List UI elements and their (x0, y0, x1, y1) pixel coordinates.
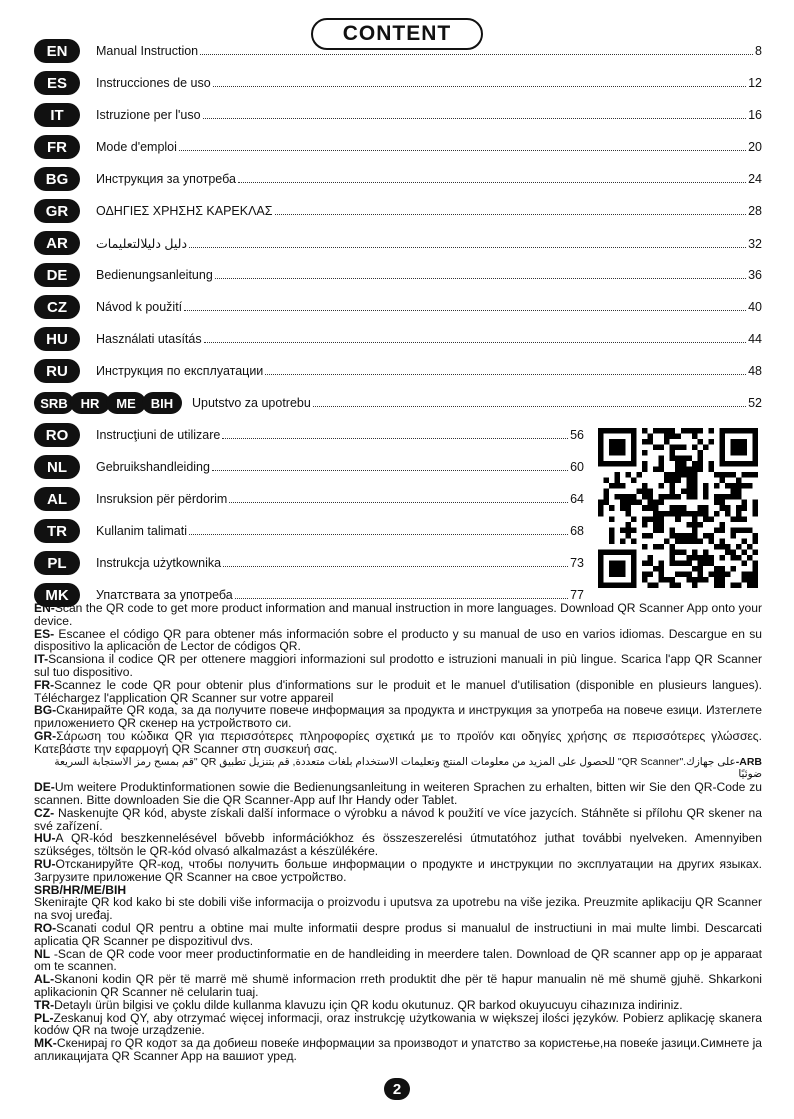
language-badge: RO (34, 423, 80, 447)
toc-page-number: 68 (570, 524, 584, 538)
instruction-text: Σάρωση του κώδικα QR για περισσότερες πληροφορίες σχετικά με το προϊόν και οδηγίες χρήσης σε περισσότερες γλώσσες. Κατεβάστε την εφαρμογή QR Scanner στη συσκευή σας. (34, 728, 762, 756)
dot-leader (275, 214, 747, 215)
language-code: FR- (34, 677, 55, 692)
toc-page-number: 44 (748, 332, 762, 346)
language-badges (34, 295, 76, 319)
language-badge: HU (34, 327, 80, 351)
toc-label: Istruzione per l'uso (96, 108, 201, 122)
dot-leader (179, 150, 746, 151)
language-badges (34, 135, 76, 159)
toc-page-number: 36 (748, 268, 762, 282)
toc-row[interactable] (34, 518, 584, 544)
toc-entry (96, 268, 762, 282)
toc-row[interactable] (34, 70, 762, 96)
language-code: RO- (34, 920, 57, 935)
qr-instructions (34, 602, 762, 1063)
language-badge: HR (70, 392, 110, 414)
toc-page-number: 28 (748, 204, 762, 218)
toc-entry (96, 428, 584, 442)
toc-label: Instrucciones de uso (96, 76, 211, 90)
instruction-text: Scanati codul QR pentru a obtine mai multe informatii despre produs si manualul de instructiuni in mai multe limbi. Descarcati aplicatia QR Scanner pe dispozitivul dvs. (34, 920, 762, 948)
instruction-paragraph (34, 922, 762, 948)
toc-entry (96, 204, 762, 218)
toc-entry (96, 332, 762, 346)
instruction-paragraph (34, 858, 762, 884)
toc-label: Gebruikshandleiding (96, 460, 210, 474)
toc-page-number: 77 (570, 588, 584, 602)
instruction-text: Сканирайте QR кода, за да получите повече информация за продукта и инструкция за употреба на повече езици. Изтеглете приложението QR скенер на устройството си. (34, 703, 762, 731)
dot-leader (203, 118, 747, 119)
toc-page-number: 8 (755, 44, 762, 58)
language-badges (34, 103, 76, 127)
toc-entry (96, 556, 584, 570)
page-number: 2 (384, 1078, 410, 1100)
language-badges (34, 487, 76, 511)
toc-page-number: 52 (748, 396, 762, 410)
instruction-text: Скенирај го QR кодот за да добиеш повеќе информации за производот и упатство за користење,на повеќе јазици.Симнете ја апликацијата QR Scanner App на вашиот уред. (34, 1036, 762, 1063)
instruction-text: Um weitere Produktinformationen sowie die Bedienungsanleitung in weiteren Sprachen zu erhalten, bitten wir Sie den QR-Code zu scannen. Bitte downloaden Sie die QR Scanner-App auf Ihr Handy oder Tablet. (34, 780, 762, 807)
toc-entry (96, 108, 762, 122)
toc-label: Használati utasítás (96, 332, 202, 346)
instruction-paragraph (34, 781, 762, 807)
toc-page-number: 56 (570, 428, 584, 442)
dot-leader (213, 86, 746, 87)
toc-row[interactable] (34, 326, 762, 352)
toc-entry (96, 364, 762, 378)
language-code: ARB- (735, 755, 762, 768)
toc-label: Упатствата за употреба (96, 588, 233, 602)
toc-page-number: 73 (570, 556, 584, 570)
toc-entry (96, 76, 762, 90)
language-code: EN- (34, 601, 55, 615)
instruction-text: Escanee el código QR para obtener más información sobre el producto y su manual de uso en varios idiomas. Descargue en su dispositivo la aplicación de Lector de códigos QR. (34, 626, 762, 654)
language-badge: ES (34, 71, 80, 95)
instruction-text: -Scan de QR code voor meer productinformatie en de handleiding in meerdere talen. Download de QR scanner app op je apparaat om te scannen. (34, 946, 762, 974)
instruction-paragraph (34, 756, 762, 782)
instruction-text: A QR-kód beszkennelésével bővebb információkhoz és összeszerelési útmutatóhoz juthat további nyelveken. Amennyiben szükséges, töltsön le QR-kód olvasó alkalmazást a készülékére. (34, 831, 762, 859)
toc-label: ΟΔΗΓΙΕΣ ΧΡΗΣΗΣ ΚΑΡΕΚΛΑΣ (96, 204, 273, 218)
language-badges (34, 39, 76, 63)
language-code: HU- (34, 831, 56, 846)
toc-page-number: 64 (570, 492, 584, 506)
instruction-text: Zeskanuj kod QY, aby otrzymać więcej informacji, oraz instrukcję użytkowania w większej ilości języków. Pobierz aplikację skanera kodów QR na twoje urządzenie. (34, 1010, 762, 1038)
toc-entry (96, 140, 762, 154)
toc-entry (96, 588, 584, 602)
toc-row[interactable] (34, 102, 762, 128)
instruction-paragraph (34, 628, 762, 654)
instruction-paragraph (34, 602, 762, 628)
dot-leader (229, 502, 568, 503)
language-badge: CZ (34, 295, 80, 319)
language-badges (34, 199, 76, 223)
toc-entry (96, 44, 762, 58)
toc-page-number: 40 (748, 300, 762, 314)
dot-leader (212, 470, 568, 471)
language-code: IT- (34, 652, 49, 667)
qr-code-icon (598, 428, 758, 588)
toc-entry (96, 524, 584, 538)
dot-leader (215, 278, 746, 279)
toc-label: Инструкция по експлуатации (96, 364, 264, 378)
language-badges (34, 327, 76, 351)
instruction-paragraph (34, 973, 762, 999)
dot-leader (313, 406, 746, 407)
language-badge: AL (34, 487, 80, 511)
instruction-text: Отсканируйте QR-код, чтобы получить больше информации о продукте и инструкции по эксплуатации на других языках. Загрузите приложение QR Scanner на свое устройство. (34, 856, 762, 884)
language-badge: FR (34, 135, 80, 159)
language-code: SRB/HR/ME/BIH (34, 882, 127, 897)
language-code: RU- (34, 856, 56, 871)
toc-page-number: 24 (748, 172, 762, 186)
toc-label: Insruksion për përdorim (96, 492, 228, 506)
toc-entry (96, 300, 762, 314)
instruction-paragraph (34, 948, 762, 974)
language-badge: BG (34, 167, 80, 191)
language-code: GR- (34, 728, 57, 743)
toc-page-number: 12 (748, 76, 762, 90)
language-badge: ME (106, 392, 146, 414)
instruction-paragraph (34, 807, 762, 833)
language-badge: BIH (142, 392, 182, 414)
toc-label: دليل دليلالتعليمات (96, 236, 188, 251)
toc-label: Uputstvo za upotrebu (192, 396, 311, 410)
instruction-paragraph (34, 704, 762, 730)
qr-finder-pattern (719, 428, 758, 467)
language-code: AL- (34, 972, 55, 987)
language-badge: EN (34, 39, 80, 63)
toc-row[interactable] (34, 294, 762, 320)
toc-label: Bedienungsanleitung (96, 268, 213, 282)
toc-entry (96, 236, 762, 251)
dot-leader (223, 566, 568, 567)
instruction-paragraph (34, 653, 762, 679)
language-code: MK- (34, 1036, 57, 1051)
language-badge: IT (34, 103, 80, 127)
dot-leader (200, 54, 753, 55)
instruction-text: Detaylı ürün bilgisi ve çoklu dilde kullanma klavuzu için QR kodu okutunuz. QR barkod okuyucuyu cihazınıza indiriniz. (54, 997, 683, 1012)
instruction-paragraph (34, 679, 762, 705)
dot-leader (238, 182, 746, 183)
toc-row[interactable] (34, 38, 762, 64)
instruction-text: Naskenujte QR kód, abyste získali další informace o výrobku a návod k použití ve více jazycích. Stáhněte si přílohu QR skener na své zařízení. (34, 805, 762, 833)
language-code: DE- (34, 780, 55, 795)
toc-row[interactable] (34, 166, 762, 192)
toc-row[interactable] (34, 550, 584, 576)
toc-row[interactable] (34, 230, 762, 256)
toc-row[interactable] (34, 486, 584, 512)
language-code: BG- (34, 703, 57, 718)
dot-leader (184, 310, 746, 311)
language-badges (34, 231, 76, 255)
language-badges (34, 359, 76, 383)
language-badges (34, 519, 76, 543)
language-code: PL- (34, 1010, 54, 1025)
dot-leader (265, 374, 746, 375)
language-badges (34, 71, 76, 95)
toc-row[interactable] (34, 454, 584, 480)
toc-label: Manual Instruction (96, 44, 199, 58)
language-badge: SRB (34, 392, 74, 414)
instruction-paragraph (34, 1037, 762, 1063)
language-badge: DE (34, 263, 80, 287)
language-badges (34, 263, 76, 287)
language-code: ES- (34, 626, 55, 641)
instruction-text: Skenirajte QR kod kako bi ste dobili više informacija o proizvodu i uputsva za upotrebu na više jezika. Preuzmite aplikaciju QR Scanner na svoj uređaj. (34, 895, 762, 923)
instruction-paragraph (34, 730, 762, 756)
toc-page-number: 48 (748, 364, 762, 378)
language-badge: NL (34, 455, 80, 479)
language-badge: AR (34, 231, 80, 255)
language-code: NL (34, 946, 51, 961)
toc-page-number: 32 (748, 236, 762, 251)
toc-entry (96, 460, 584, 474)
toc-row[interactable] (34, 422, 584, 448)
language-code: CZ- (34, 805, 55, 820)
toc-label: Návod k použití (96, 300, 183, 314)
language-badges (34, 167, 76, 191)
toc-label: Instrucţiuni de utilizare (96, 428, 221, 442)
toc-label: Kullanim talimati (96, 524, 188, 538)
language-badge: RU (34, 359, 80, 383)
toc-page-number: 20 (748, 140, 762, 154)
instruction-text: Scansiona il codice QR per ottenere maggiori informazioni sul prodotto e istruzioni manuali in più lingue. Scarica l'app QR Scanner sul tuo dispositivo. (34, 652, 762, 679)
toc-label: Mode d'emploi (96, 140, 177, 154)
dot-leader (235, 598, 568, 599)
toc-label: Instrukcja użytkownika (96, 556, 222, 570)
instruction-text: Scan the QR code to get more product information and manual instruction in more languages. Download QR Scanner App onto your device. (34, 601, 762, 628)
qr-finder-pattern (598, 428, 637, 467)
language-badges (34, 455, 76, 479)
page-title: CONTENT (311, 18, 484, 50)
language-badge: MK (34, 583, 80, 607)
dot-leader (189, 534, 568, 535)
language-badge: TR (34, 519, 80, 543)
instruction-text: على جهازك."QR Scanner" للحصول على المزيد من معلومات المنتج وتعليمات الاستخدام بلغات متعددة, قم بتنزيل تطبيق QR "قم بمسح رمز الاستجابة السريعة ضوئيًا (54, 755, 762, 781)
toc-row[interactable] (34, 262, 762, 288)
language-badges (34, 392, 178, 414)
toc-row[interactable] (34, 134, 762, 160)
toc-page-number: 60 (570, 460, 584, 474)
toc-row[interactable] (34, 198, 762, 224)
language-badge: PL (34, 551, 80, 575)
language-code: TR- (34, 997, 55, 1012)
toc-row[interactable] (34, 390, 762, 416)
toc-row[interactable] (34, 358, 762, 384)
instruction-paragraph (34, 884, 762, 922)
toc-entry (96, 492, 584, 506)
toc-label: Инструкция за употреба (96, 172, 236, 186)
toc-entry (192, 396, 762, 410)
dot-leader (222, 438, 568, 439)
dot-leader (204, 342, 746, 343)
qr-finder-pattern (598, 549, 637, 588)
instruction-text: Scannez le code QR pour obtenir plus d'informations sur le produit et le manuel d'utilisation (disponible en plusieurs langues). Téléchargez l'application QR Scanner sur votre appareil (34, 677, 762, 705)
language-badges (34, 423, 76, 447)
toc-entry (96, 172, 762, 186)
language-badges (34, 551, 76, 575)
dot-leader (189, 247, 746, 248)
instruction-text: Skanoni kodin QR për të marrë më shumë informacion rreth produktit dhe për të hapur manualin në më shumë gjuhë. Shkarkoni aplikacionin QR Scanner në celularin tuaj. (34, 972, 762, 999)
toc-page-number: 16 (748, 108, 762, 122)
language-badge: GR (34, 199, 80, 223)
instruction-paragraph (34, 832, 762, 858)
instruction-paragraph (34, 1012, 762, 1038)
